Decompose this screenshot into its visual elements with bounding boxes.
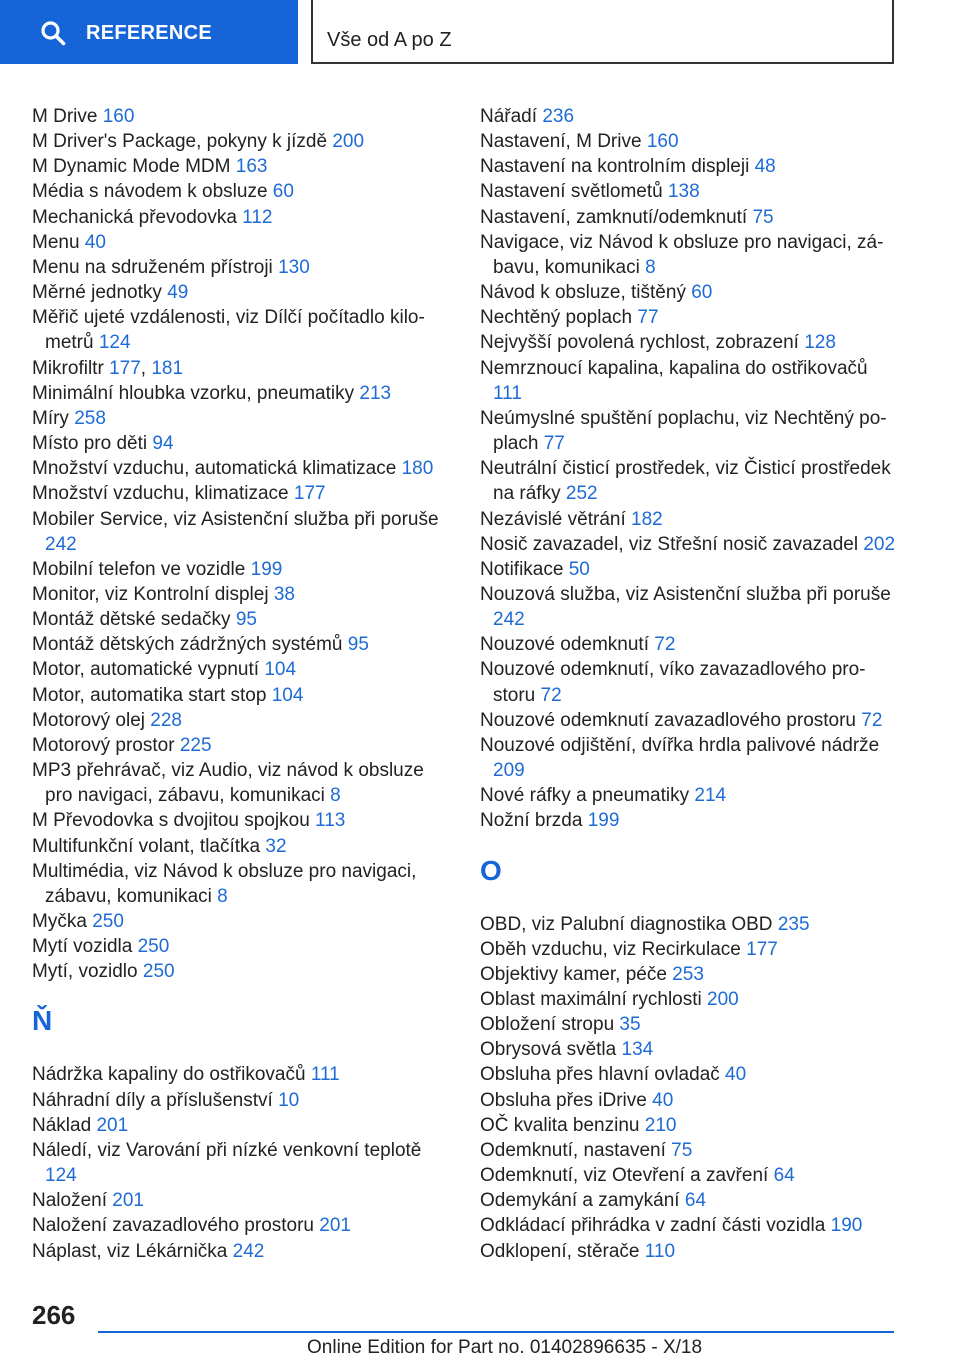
page-reference-link[interactable]: 200: [707, 989, 739, 1010]
index-entry: [480, 1012, 900, 1037]
page-reference-link[interactable]: 40: [652, 1089, 674, 1111]
index-entry-term: Mytí, vozidlo: [32, 961, 138, 983]
index-entry-term: Nechtěný poplach: [480, 307, 633, 329]
index-entry-term: Motorový prostor: [32, 734, 175, 756]
index-entry-term: OBD, viz Palubní diagnostika OBD: [480, 913, 773, 935]
index-entry: [480, 104, 900, 129]
page-reference-link[interactable]: 214: [694, 785, 727, 807]
page-reference-link[interactable]: 250: [92, 911, 124, 932]
page-reference-link[interactable]: 8: [645, 256, 656, 278]
page-reference-link[interactable]: 199: [587, 810, 620, 832]
page-reference-link[interactable]: 177: [109, 357, 141, 379]
index-entry: [480, 1113, 900, 1138]
index-entry-term: Média s návodem k obsluze: [32, 181, 268, 203]
index-entry-term: Neúmyslné spuštění poplachu, viz Nechtěný poplach: [480, 407, 887, 455]
page-reference-link[interactable]: 75: [671, 1139, 693, 1161]
page-reference-link[interactable]: 110: [644, 1240, 676, 1262]
index-letter-heading: Ň: [32, 1005, 53, 1037]
page-reference-link[interactable]: 130: [278, 256, 310, 278]
page-reference-link[interactable]: 77: [637, 307, 659, 329]
index-entry: [480, 1088, 900, 1113]
index-entry-term: Nastavení na kontrolním displeji: [480, 156, 750, 178]
page-reference-link[interactable]: 111: [310, 1064, 340, 1086]
index-entry-term: M Převodovka s dvojitou spojkou: [32, 810, 310, 832]
page-reference-link[interactable]: 180: [401, 458, 434, 480]
index-entry-term: Naložení: [32, 1190, 107, 1212]
index-entry: [32, 381, 447, 406]
index-entry-term: Multimédia, viz Návod k obsluze pro navigaci, zábavu, komunikaci: [32, 860, 417, 907]
page-reference-link[interactable]: 75: [752, 206, 774, 228]
index-entry: [480, 808, 900, 833]
index-entry: [480, 937, 900, 962]
page-reference-link[interactable]: 235: [777, 913, 810, 935]
page-number: 266: [32, 1300, 76, 1330]
index-entry-term: Nouzové odemknutí, víko zavazadlového prostoru: [480, 659, 866, 706]
page-reference-link[interactable]: 200: [332, 131, 365, 153]
index-entry-term: Nastavení světlometů: [480, 181, 663, 203]
page-reference-link[interactable]: 64: [773, 1165, 795, 1187]
page-reference-link[interactable]: 201: [96, 1114, 129, 1136]
index-entry-term: Menu na sdruženém přístroji: [32, 256, 273, 278]
footer-edition: Online Edition for Part no. 01402896635 - X/18: [307, 1337, 703, 1358]
index-entry-term: M Drive: [32, 106, 98, 127]
index-entry: [32, 657, 447, 682]
index-entry-term: Odkládací přihrádka v zadní části vozidla: [480, 1215, 826, 1237]
index-entry: [480, 912, 900, 937]
index-entry: [480, 305, 900, 330]
index-entry-term: M Driver's Package, pokyny k jízdě: [32, 131, 328, 153]
index-entry: [32, 104, 447, 129]
page-reference-link[interactable]: 210: [644, 1114, 677, 1136]
index-entry: [32, 1188, 447, 1213]
page-reference-link[interactable]: 111: [493, 382, 522, 404]
index-entry-term: Multifunkční volant, tlačítka: [32, 835, 261, 857]
index-entry-term: Montáž dětských zádržných systémů: [32, 634, 343, 656]
page-reference-link[interactable]: 190: [830, 1215, 863, 1237]
index-entry-term: Oběh vzduchu, viz Recirkulace: [480, 938, 741, 960]
page-reference-link[interactable]: 181: [151, 357, 184, 379]
index-entry-term: Nemrznoucí kapalina, kapalina do ostřikovačů: [480, 357, 868, 379]
page-reference-link[interactable]: 72: [540, 684, 562, 706]
index-entry: [32, 456, 447, 481]
page-reference-link[interactable]: 72: [861, 709, 883, 731]
index-entry: [32, 934, 447, 959]
index-entry: [480, 1213, 900, 1238]
page-reference-link[interactable]: 112: [242, 206, 273, 228]
index-entry-term: Notifikace: [480, 558, 564, 580]
index-entry: Mikrofiltr 177, 181: [32, 357, 184, 379]
section-title-box: [311, 0, 894, 64]
page-reference-link[interactable]: 60: [272, 181, 294, 203]
index-entry: [480, 1062, 900, 1087]
page-reference-link[interactable]: 128: [804, 332, 836, 354]
page-reference-link[interactable]: 258: [74, 407, 106, 429]
index-entry: [32, 632, 447, 657]
page-reference-link[interactable]: 236: [542, 106, 575, 127]
page-reference-link[interactable]: 48: [754, 156, 776, 178]
section-title: Vše od A po Z: [327, 29, 452, 51]
reference-tab[interactable]: [0, 0, 298, 64]
page-reference-link[interactable]: 209: [493, 760, 525, 782]
header: [0, 0, 960, 66]
index-entry: [480, 456, 900, 506]
page-reference-link[interactable]: 242: [232, 1240, 265, 1262]
index-entry-term: Objektivy kamer, péče: [480, 963, 667, 985]
index-entry-term: Návod k obsluze, tištěný: [480, 282, 686, 304]
index-column-right: [480, 104, 900, 1264]
page-reference-link[interactable]: 253: [672, 963, 704, 985]
index-entry: [480, 987, 900, 1012]
index-entry: [480, 507, 900, 532]
index-entry-term: Nouzové odemknutí: [480, 634, 649, 656]
index-entry-term: Mytí vozidla: [32, 936, 133, 958]
index-entry-term: Obložení stropu: [480, 1014, 615, 1036]
page-reference-link[interactable]: 177: [746, 938, 778, 960]
index-entry-term: Motor, automatické vypnutí: [32, 659, 260, 681]
index-entry: [32, 154, 447, 179]
index-entry-term: OČ kvalita benzinu: [480, 1114, 640, 1136]
index-entry: [32, 179, 447, 204]
page-reference-link[interactable]: 64: [684, 1190, 707, 1212]
page-reference-link[interactable]: 228: [150, 709, 182, 731]
index-entry-term: Nouzové odemknutí zavazadlového prostoru: [480, 709, 857, 731]
index-entry-term: Montáž dětské sedačky: [32, 609, 231, 631]
footer-divider: [98, 1331, 894, 1333]
index-entry-term: MP3 přehrávač, viz Audio, viz návod k obsluze pro navigaci, zábavu, komunikaci: [32, 760, 424, 807]
page-reference-link[interactable]: 38: [273, 583, 295, 605]
index-entry: [480, 356, 900, 406]
index-entry-term: Monitor, viz Kontrolní displej: [32, 583, 269, 605]
page-reference-link[interactable]: 134: [621, 1039, 654, 1061]
page-reference-link[interactable]: 242: [493, 609, 525, 631]
index-entry: [480, 179, 900, 204]
index-entry: [480, 1037, 900, 1062]
page-reference-link[interactable]: 94: [152, 433, 174, 455]
index-entry-term: Obsluha přes iDrive: [480, 1089, 647, 1111]
search-icon: [40, 20, 66, 46]
index-entry-term: Náhradní díly a příslušenství: [32, 1089, 273, 1111]
index-entry-term: Náledí, viz Varování při nízké venkovní teplotě: [32, 1139, 422, 1161]
page-reference-link[interactable]: 72: [654, 634, 676, 656]
index-entry-term: Mikrofiltr: [32, 357, 104, 379]
index-entry: [32, 557, 447, 582]
index-entry-term: Nářadí: [480, 106, 538, 127]
index-letter-heading: O: [480, 854, 502, 886]
index-entry: [32, 582, 447, 607]
index-entry-term: Míry: [32, 407, 69, 429]
page-reference-link[interactable]: 182: [631, 508, 663, 530]
page-reference-link[interactable]: 160: [646, 131, 679, 153]
index-entry: [32, 758, 447, 808]
index-entry-term: Měřič ujeté vzdálenosti, viz Dílčí počítadlo kilometrů: [32, 307, 425, 354]
index-entry-term: Odemykání a zamykání: [480, 1190, 680, 1212]
index-entry-term: Nezávislé větrání: [480, 508, 626, 530]
index-entry-term: Nosič zavazadel, viz Střešní nosič zavazadel: [480, 533, 859, 555]
index-entry: [32, 859, 447, 909]
index-entry: [32, 507, 447, 557]
index-entry: [480, 708, 900, 733]
page-reference-link[interactable]: 124: [98, 332, 131, 354]
index-entry: [480, 632, 900, 657]
index-entry-term: Měrné jednotky: [32, 282, 162, 304]
index-entry: [32, 1239, 447, 1264]
index-entry: [32, 1088, 447, 1113]
index-entry-term: Naložení zavazadlového prostoru: [32, 1215, 315, 1237]
index-entry: [480, 1163, 900, 1188]
index-entry-term: Myčka: [32, 911, 87, 932]
page-reference-link[interactable]: 32: [265, 835, 287, 857]
index-entry: [480, 230, 900, 280]
index-entry: [480, 1138, 900, 1163]
page-reference-link[interactable]: 252: [565, 483, 598, 505]
page-reference-link[interactable]: 124: [45, 1165, 77, 1187]
index-entry-term: Obrysová světla: [480, 1039, 617, 1061]
index-entry: [32, 305, 447, 355]
page-reference-link[interactable]: 177: [293, 483, 326, 505]
page-reference-link[interactable]: 213: [359, 382, 392, 404]
index-entry-term: Mobilní telefon ve vozidle: [32, 558, 246, 580]
index-entry-term: Množství vzduchu, automatická klimatizace: [32, 458, 397, 480]
index-entry: [32, 255, 447, 280]
index-entry: [32, 280, 447, 305]
index-entry: [480, 582, 900, 632]
index-entry: [32, 909, 447, 934]
page-reference-link[interactable]: 160: [102, 106, 135, 127]
page-reference-link[interactable]: 199: [250, 558, 283, 580]
index-entry: [480, 783, 900, 808]
index-entry-term: Nouzová služba, viz Asistenční služba při poruše: [480, 583, 891, 605]
index-entry-term: Mechanická převodovka: [32, 206, 237, 228]
index-entry-term: Mobiler Service, viz Asistenční služba při poruše: [32, 508, 439, 530]
page-reference-link[interactable]: 225: [179, 734, 212, 756]
index-entry: [32, 959, 447, 984]
index-entry-term: M Dynamic Mode MDM: [32, 156, 231, 178]
index-entry-term: Navigace, viz Návod k obsluze pro navigaci, zábavu, komunikaci: [480, 231, 884, 278]
page-reference-link[interactable]: 113: [315, 810, 346, 832]
reference-tab-label: REFERENCE: [86, 22, 213, 44]
index-entry-term: Odklopení, stěrače: [480, 1240, 640, 1262]
index-entry: [480, 406, 900, 456]
page-reference-link[interactable]: 138: [667, 181, 700, 203]
index-entry-term: Motorový olej: [32, 709, 145, 731]
page-reference-link[interactable]: 95: [347, 634, 369, 656]
index-entry-term: Minimální hloubka vzorku, pneumatiky: [32, 382, 355, 404]
index-entry: [32, 607, 447, 632]
index-entry: [480, 532, 900, 557]
index-entry-term: Menu: [32, 231, 80, 253]
index-entry: [480, 733, 900, 783]
page-reference-link[interactable]: 104: [271, 684, 304, 706]
page-reference-link[interactable]: 242: [45, 533, 77, 555]
index-entry-term: Nožní brzda: [480, 810, 583, 832]
index-entry-term: Nové ráfky a pneumatiky: [480, 785, 690, 807]
page-reference-link[interactable]: 202: [863, 533, 896, 555]
index-entry: [480, 205, 900, 230]
index-entry-term: Náklad: [32, 1114, 92, 1136]
page-reference-link[interactable]: 35: [619, 1014, 641, 1036]
index-entry-term: Odemknutí, nastavení: [480, 1139, 666, 1161]
index-entry: [480, 330, 900, 355]
index-entry: [480, 557, 900, 582]
index-entry-term: Náplast, viz Lékárnička: [32, 1240, 228, 1262]
page-reference-link[interactable]: 201: [112, 1190, 144, 1212]
page-reference-link[interactable]: 60: [691, 282, 713, 304]
index-entry-term: Odemknutí, viz Otevření a zavření: [480, 1165, 769, 1187]
page-reference-link[interactable]: 77: [543, 433, 565, 455]
index-entry: [480, 657, 900, 707]
page-reference-link[interactable]: 40: [84, 231, 106, 253]
page-reference-link[interactable]: 163: [235, 156, 268, 178]
index-entry-term: Nouzové odjištění, dvířka hrdla palivové nádrže: [480, 734, 880, 756]
index-entry: [32, 431, 447, 456]
page-reference-link[interactable]: 250: [137, 936, 170, 958]
index-entry: [480, 1188, 900, 1213]
index-column-left: [32, 104, 447, 1264]
index-entry: [480, 1239, 900, 1264]
index-entry: [32, 808, 447, 833]
index-entry: [480, 129, 900, 154]
index-entry: [32, 834, 447, 859]
page-reference-link[interactable]: 49: [167, 282, 189, 304]
index-entry-term: Místo pro děti: [32, 433, 148, 455]
index-entry-term: Množství vzduchu, klimatizace: [32, 483, 289, 505]
index-entry: [32, 406, 447, 431]
index-entry: [32, 1113, 447, 1138]
page-reference-link[interactable]: 8: [330, 785, 341, 807]
index-entry: [32, 1062, 447, 1087]
index-entry: [32, 129, 447, 154]
page-reference-link[interactable]: 50: [568, 558, 590, 580]
index-entry-term: Oblast maximální rychlosti: [480, 989, 702, 1010]
page-reference-link[interactable]: 104: [264, 659, 297, 681]
page-reference-link[interactable]: 10: [278, 1089, 300, 1111]
index-entry: [32, 1213, 447, 1238]
index-entry: [32, 230, 447, 255]
page-reference-link[interactable]: 8: [217, 885, 228, 907]
index-entry: [32, 683, 447, 708]
page-reference-link[interactable]: 40: [725, 1064, 747, 1086]
page-reference-link[interactable]: 201: [319, 1215, 351, 1237]
index-entry-term: Nejvyšší povolená rychlost, zobrazení: [480, 332, 799, 354]
index-entry: [480, 962, 900, 987]
page-reference-link[interactable]: 250: [142, 961, 175, 983]
index-entry-term: Nastavení, M Drive: [480, 131, 642, 153]
index-entry-term: Neutrální čisticí prostředek, viz Čisticí prostředek na ráfky: [480, 458, 891, 505]
index-entry: [32, 708, 447, 733]
index-entry: [32, 205, 447, 230]
index-entry-term: Nádržka kapaliny do ostřikovačů: [32, 1064, 306, 1086]
index-entry: [32, 1138, 447, 1188]
index-entry: [32, 733, 447, 758]
page-reference-link[interactable]: 95: [235, 609, 257, 631]
index-entry: [480, 154, 900, 179]
index-entry-term: Obsluha přes hlavní ovladač: [480, 1064, 720, 1086]
index-entry-term: Nastavení, zamknutí/odemknutí: [480, 206, 748, 228]
index-entry: [32, 481, 447, 506]
index-entry: [480, 280, 900, 305]
index-entry-term: Motor, automatika start stop: [32, 684, 267, 706]
